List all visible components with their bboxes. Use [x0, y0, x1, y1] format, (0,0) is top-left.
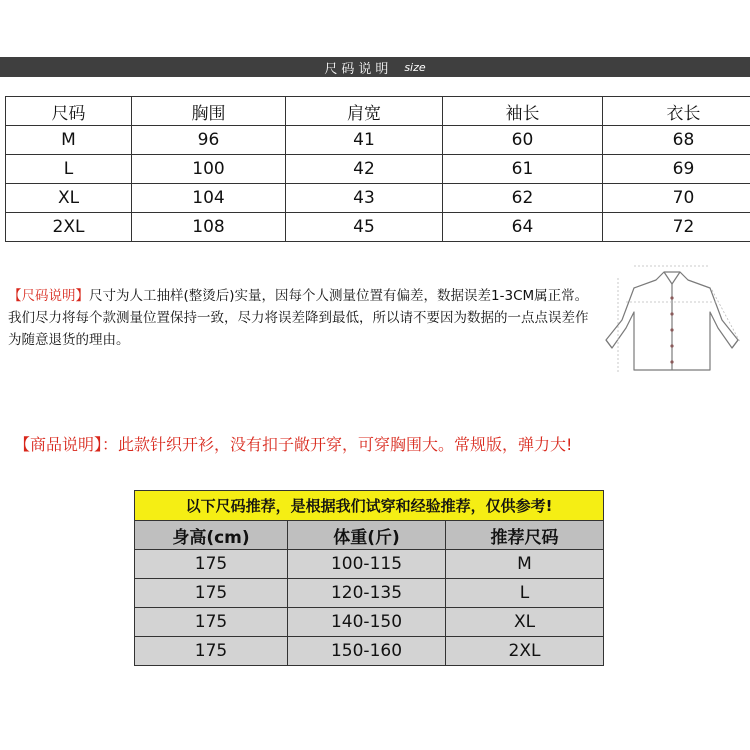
size-note-tag: 【尺码说明】: [8, 288, 89, 304]
section-subtitle: size: [404, 60, 426, 74]
table-cell: XL: [446, 608, 604, 637]
column-header: 尺码: [6, 97, 132, 126]
recommend-banner: 以下尺码推荐，是根据我们试穿和经验推荐，仅供参考!: [135, 491, 604, 521]
table-cell: 70: [603, 184, 750, 213]
column-header: 袖长: [443, 97, 603, 126]
table-cell: 150-160: [288, 637, 446, 666]
table-cell: 175: [135, 608, 288, 637]
table-cell: 2XL: [446, 637, 604, 666]
section-title-bar: [0, 57, 750, 77]
table-cell: 2XL: [6, 213, 132, 242]
product-note-text: ：此款针织开衫，没有扣子敞开穿，可穿胸围大。常规版，弹力大!: [102, 435, 573, 454]
recommend-table-header: [135, 521, 604, 550]
table-row: [135, 579, 604, 608]
table-cell: L: [446, 579, 604, 608]
table-cell: 64: [443, 213, 603, 242]
table-cell: 68: [603, 126, 750, 155]
recommend-banner-row: [135, 491, 604, 521]
table-cell: 42: [286, 155, 443, 184]
table-cell: 108: [132, 213, 286, 242]
column-header: 衣长: [603, 97, 750, 126]
table-cell: 45: [286, 213, 443, 242]
table-row: [135, 550, 604, 579]
table-row: [6, 155, 750, 184]
column-header: 身高(cm): [135, 521, 288, 550]
size-note: [8, 285, 598, 351]
table-cell: XL: [6, 184, 132, 213]
table-cell: 140-150: [288, 608, 446, 637]
table-row: [6, 184, 750, 213]
recommend-table: [134, 490, 604, 666]
table-cell: 175: [135, 637, 288, 666]
table-row: [6, 126, 750, 155]
table-cell: 41: [286, 126, 443, 155]
table-cell: M: [6, 126, 132, 155]
table-cell: 72: [603, 213, 750, 242]
table-cell: 100-115: [288, 550, 446, 579]
size-note-text: 尺寸为人工抽样(整烫后)实量，因每个人测量位置有偏差，数据误差1-3CM属正常。我们尽力将每个款测量位置保持一致，尽力将误差降到最低，所以请不要因为数据的一点点误差作为随意退货的理由。: [8, 288, 589, 348]
product-note-tag: 【商品说明】: [14, 435, 103, 454]
table-cell: 104: [132, 184, 286, 213]
table-cell: M: [446, 550, 604, 579]
table-cell: 60: [443, 126, 603, 155]
table-cell: 175: [135, 550, 288, 579]
table-cell: 62: [443, 184, 603, 213]
table-row: [135, 637, 604, 666]
table-row: [6, 213, 750, 242]
size-table-header: [6, 97, 750, 126]
column-header: 体重(斤): [288, 521, 446, 550]
table-cell: 175: [135, 579, 288, 608]
table-cell: 120-135: [288, 579, 446, 608]
table-row: [135, 608, 604, 637]
section-title: 尺码说明: [324, 61, 393, 77]
column-header: 胸围: [132, 97, 286, 126]
table-cell: 43: [286, 184, 443, 213]
product-note: [14, 432, 572, 455]
column-header: 推荐尺码: [446, 521, 604, 550]
table-cell: 96: [132, 126, 286, 155]
table-cell: 100: [132, 155, 286, 184]
shirt-icon: [598, 262, 746, 382]
column-header: 肩宽: [286, 97, 443, 126]
table-cell: 69: [603, 155, 750, 184]
table-cell: 61: [443, 155, 603, 184]
size-table: [5, 96, 750, 242]
table-cell: L: [6, 155, 132, 184]
